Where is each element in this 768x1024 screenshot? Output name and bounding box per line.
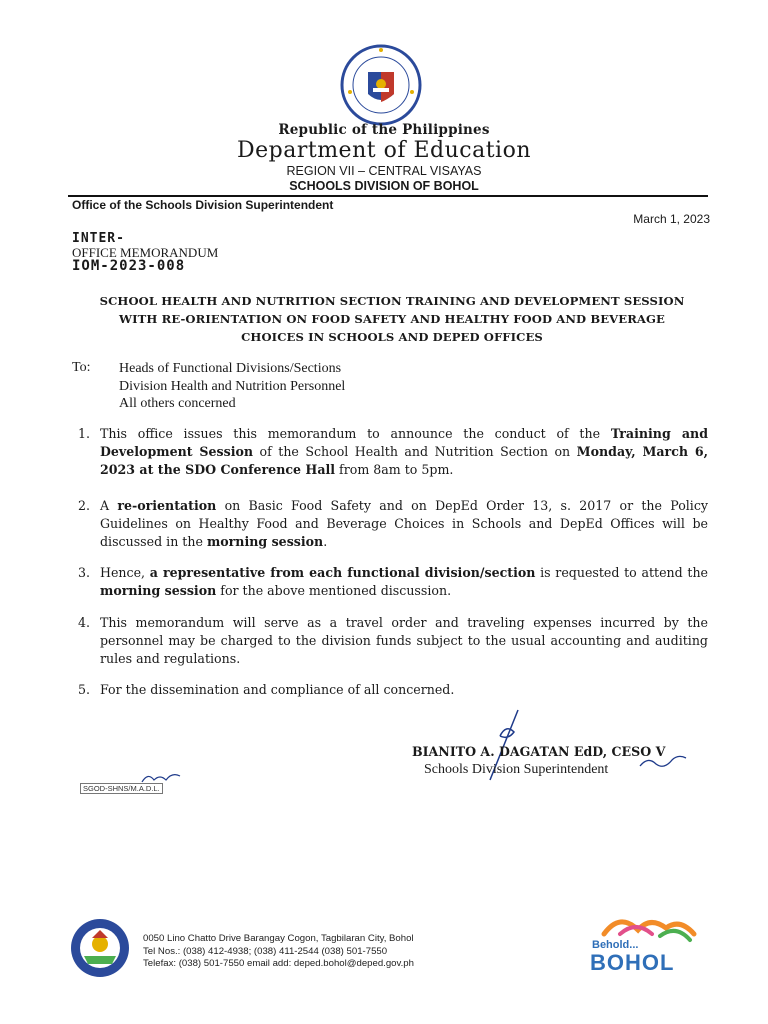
memo-date: March 1, 2023 (633, 212, 710, 226)
paragraph-4 (72, 614, 708, 668)
memo-title (72, 292, 712, 346)
emphasis: morning session (206, 534, 324, 549)
paragraph-3: 3. Hence, a representative from each functional division/section is requested to attend the morning session for the above mentioned discussion. (78, 565, 709, 598)
recipient: All others concerned (119, 396, 236, 411)
handwritten-inter-prefix: INTER- (72, 231, 125, 246)
address-line: 0050 Lino Chatto Drive Barangay Cogon, Tagbilaran City, Bohol (143, 933, 414, 944)
memo-title-line: SCHOOL HEALTH AND NUTRITION SECTION TRAINING AND DEVELOPMENT SESSION (99, 294, 685, 308)
department-heading: Department of Education (236, 138, 532, 163)
paragraph-number: 3. (78, 565, 91, 580)
recipient-list (119, 360, 345, 413)
emphasis: morning session (100, 583, 217, 598)
paragraph-1: 1. This office issues this memorandum to announce the conduct of the Training and Development Session of the School Health and Nutrition Section on Monday, March 6, 2023 at the SDO Conference Hall from 8am to 5pm. (78, 426, 709, 477)
deped-seal (340, 44, 422, 126)
division-heading: SCHOOLS DIVISION OF BOHOL (289, 179, 479, 193)
memo-title-line: WITH RE-ORIENTATION ON FOOD SAFETY AND HEALTHY FOOD AND BEVERAGE (119, 312, 665, 326)
to-label: To: (72, 360, 91, 375)
memo-title-line: CHOICES IN SCHOOLS AND DEPED OFFICES (241, 330, 543, 344)
header-rule (68, 195, 708, 197)
paragraph-2: 2. A re-orientation on Basic Food Safety and on DepEd Order 13, s. 2017 or the Policy Guidelines on Healthy Food and Beverage Choices in Schools and DepEd Offices will be discussed in the morning session. (78, 498, 709, 549)
reference-code: SGOD-SHNS/M.A.D.L. (80, 783, 163, 794)
paragraph-text: For the dissemination and compliance of all concerned. (100, 682, 455, 697)
signatory-title: Schools Division Superintendent (424, 762, 609, 777)
paragraph-text: This memorandum will serve as a travel order and traveling expenses incurred by the personnel may be charged to the division funds subject to the usual accounting and auditing rules and regulations. (100, 615, 708, 666)
emphasis: Training and Development Session (100, 426, 708, 459)
recipient: Division Health and Nutrition Personnel (119, 378, 346, 394)
bohol-logo-wordmark: BOHOL (590, 950, 675, 975)
phone-line: Tel Nos.: (038) 412-4938; (038) 411-2544 (038) 501-7550 (143, 945, 388, 957)
paragraph-number: 2. (78, 498, 91, 513)
paragraph-number: 1. (78, 426, 91, 441)
paragraph-number: 5. (78, 682, 91, 697)
office-name: Office of the Schools Division Superintendent (72, 198, 334, 212)
republic-heading: Republic of the Philippines (278, 122, 490, 138)
emphasis: Monday, March 6, 2023 at the SDO Conference Hall (100, 444, 709, 477)
footer-address (143, 933, 414, 971)
memo-type-label: OFFICE MEMORANDUM (72, 245, 219, 260)
telefax-email-line: Telefax: (038) 501-7550 email add: deped.bohol@deped.gov.ph (143, 958, 414, 969)
recipient: Heads of Functional Divisions/Sections (119, 361, 342, 376)
memo-number: IOM-2023-008 (72, 258, 186, 274)
region-heading: REGION VII – CENTRAL VISAYAS (286, 164, 482, 178)
paragraph-number: 4. (78, 615, 91, 630)
bohol-logo-tagline: Behold... (592, 939, 639, 951)
signatory-name: BIANITO A. DAGATAN EdD, CESO V (412, 744, 666, 759)
paragraph-5 (72, 681, 708, 699)
emphasis: a representative from each functional division/section (149, 565, 536, 580)
emphasis: re-orientation (117, 498, 217, 513)
division-seal (70, 918, 130, 978)
